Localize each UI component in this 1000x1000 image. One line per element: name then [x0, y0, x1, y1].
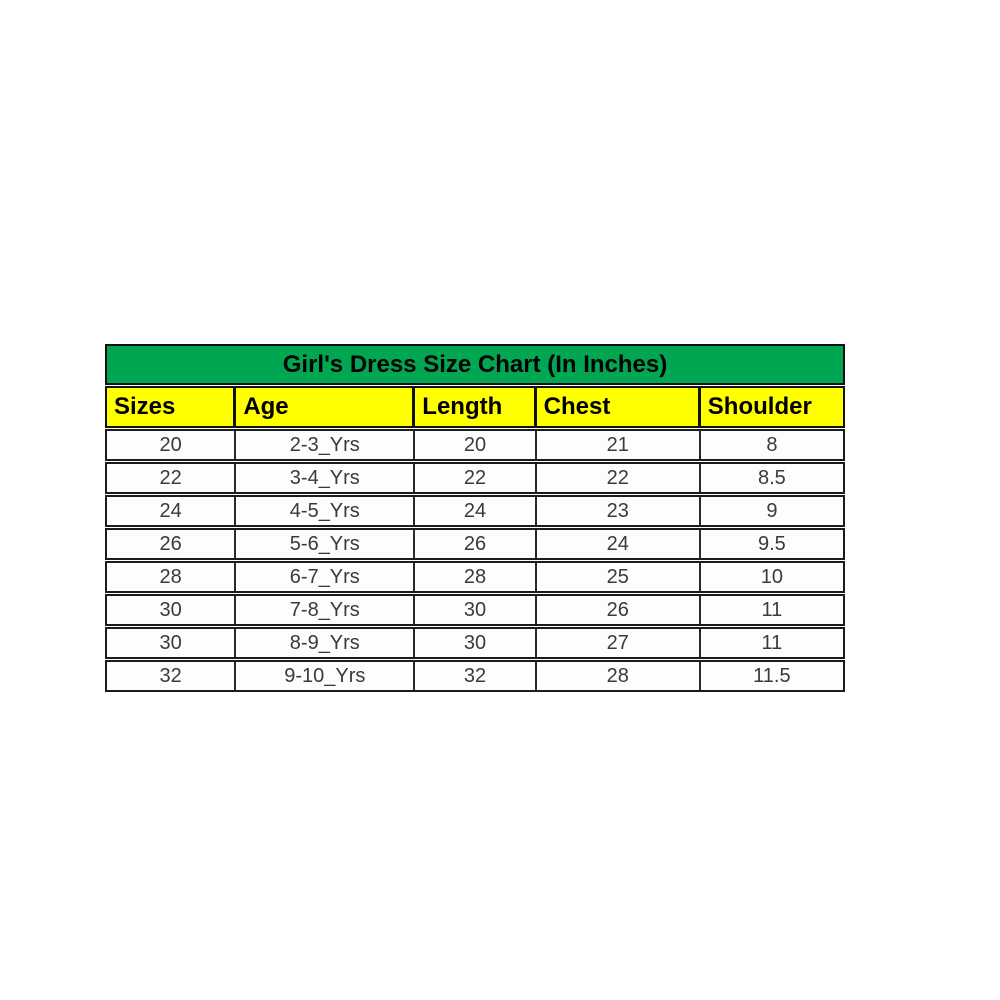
cell-age: 3-4_Yrs — [236, 464, 415, 492]
column-header-length: Length — [415, 388, 536, 426]
table-body — [105, 429, 845, 692]
cell-shoulder: 11 — [761, 598, 783, 621]
table-row — [105, 627, 845, 659]
cell-sizes: 30 — [107, 629, 236, 657]
column-header-chest: Chest — [537, 388, 701, 426]
table-row — [105, 462, 845, 494]
table-title-bar — [105, 344, 845, 385]
cell-length: 30 — [415, 629, 536, 657]
cell-age: 6-7_Yrs — [236, 563, 415, 591]
table-title: Girl's Dress Size Chart (In Inches) — [282, 350, 668, 378]
cell-sizes: 28 — [107, 563, 236, 591]
cell-shoulder: 11.5 — [753, 664, 791, 687]
cell-length: 28 — [415, 563, 536, 591]
cell-chest: 26 — [537, 596, 701, 624]
cell-age: 8-9_Yrs — [236, 629, 415, 657]
cell-chest: 24 — [537, 530, 701, 558]
table-row — [105, 528, 845, 560]
column-header-age: Age — [236, 388, 415, 426]
cell-shoulder: 9 — [766, 499, 778, 522]
cell-sizes: 22 — [107, 464, 236, 492]
cell-age: 7-8_Yrs — [236, 596, 415, 624]
cell-shoulder: 10 — [760, 565, 784, 588]
table-row — [105, 660, 845, 692]
cell-shoulder: 8 — [766, 433, 778, 456]
table-row — [105, 495, 845, 527]
cell-chest: 22 — [537, 464, 701, 492]
table-row — [105, 429, 845, 461]
cell-chest: 27 — [537, 629, 701, 657]
cell-length: 22 — [415, 464, 536, 492]
table-header-row — [105, 386, 845, 428]
cell-shoulder: 11 — [761, 631, 783, 654]
cell-sizes: 20 — [107, 431, 236, 459]
cell-chest: 23 — [537, 497, 701, 525]
cell-shoulder: 9.5 — [757, 532, 786, 555]
cell-age: 4-5_Yrs — [236, 497, 415, 525]
cell-chest: 25 — [537, 563, 701, 591]
cell-length: 20 — [415, 431, 536, 459]
cell-sizes: 30 — [107, 596, 236, 624]
cell-length: 26 — [415, 530, 536, 558]
cell-length: 24 — [415, 497, 536, 525]
cell-age: 5-6_Yrs — [236, 530, 415, 558]
cell-length: 30 — [415, 596, 536, 624]
table-row — [105, 561, 845, 593]
cell-shoulder: 8.5 — [757, 466, 786, 489]
cell-length: 32 — [415, 662, 536, 690]
cell-sizes: 32 — [107, 662, 236, 690]
size-chart-table — [105, 344, 845, 692]
column-header-sizes: Sizes — [107, 388, 236, 426]
table-row — [105, 594, 845, 626]
cell-sizes: 26 — [107, 530, 236, 558]
column-header-shoulder: Shoulder — [707, 393, 812, 420]
cell-age: 9-10_Yrs — [236, 662, 415, 690]
cell-sizes: 24 — [107, 497, 236, 525]
cell-chest: 28 — [537, 662, 701, 690]
cell-age: 2-3_Yrs — [236, 431, 415, 459]
cell-chest: 21 — [537, 431, 701, 459]
